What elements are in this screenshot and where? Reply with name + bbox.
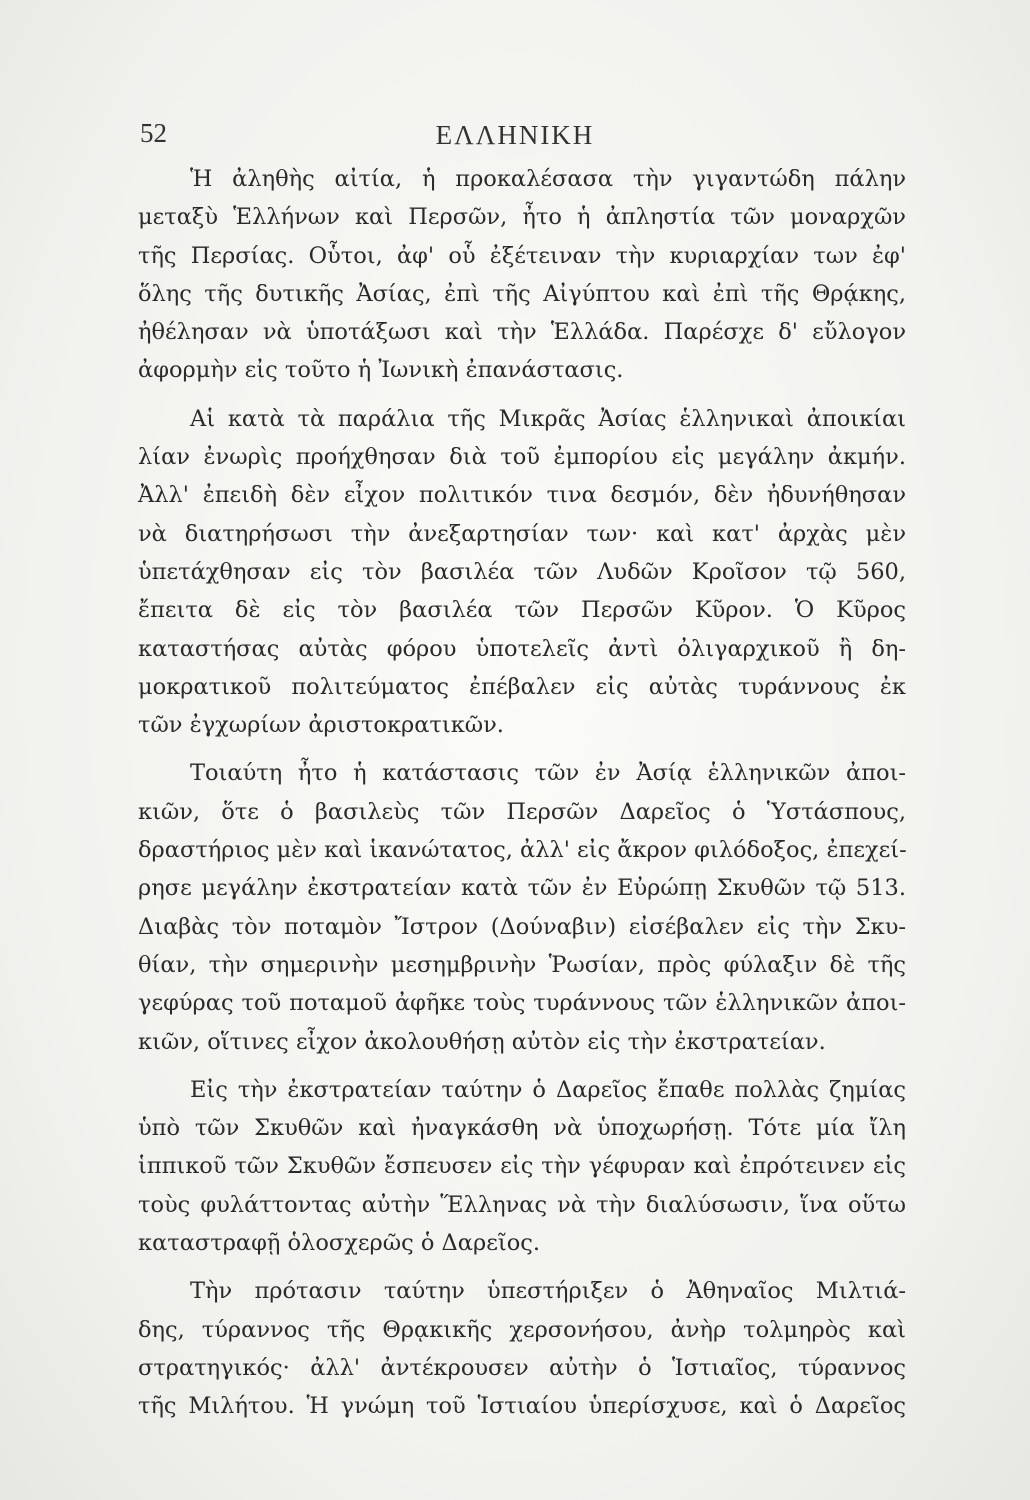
text-line: λίαν ἐνωρὶς προήχθησαν διὰ τοῦ ἐμπορίου εἰς μεγάλην ἀκμήν. [138,444,906,471]
text-line: γεφύρας τοῦ ποταμοῦ ἀφῆκε τοὺς τυράννους τῶν ἑλληνικῶν ἀποι- [138,990,906,1017]
text-line: τῆς Μιλήτου. Ἡ γνώμη τοῦ Ἱστιαίου ὑπερίσχυσε, καὶ ὁ Δαρεῖος [138,1393,906,1420]
text-line: ὑπὸ τῶν Σκυθῶν καὶ ἠναγκάσθη νὰ ὑποχωρήσῃ. Τότε μία ἴλη [138,1115,906,1142]
paragraph [138,1272,906,1425]
body-text [138,160,906,1436]
text-line: θίαν, τὴν σημερινὴν μεσημβρινὴν Ῥωσίαν, πρὸς φύλαξιν δὲ τῆς [138,951,906,978]
text-line: ἠθέλησαν νὰ ὑποτάξωσι καὶ τὴν Ἑλλάδα. Παρέσχε δ' εὔλογον [138,319,906,346]
text-line: ὅλης τῆς δυτικῆς Ἀσίας, ἐπὶ τῆς Αἰγύπτου καὶ ἐπὶ τῆς Θρᾴκης, [138,280,906,307]
text-line: ἔπειτα δὲ εἰς τὸν βασιλέα τῶν Περσῶν Κῦρον. Ὁ Κῦρος [138,597,906,624]
text-line: κιῶν, οἵτινες εἶχον ἀκολουθήσῃ αὐτὸν εἰς τὴν ἐκστρατείαν. [138,1028,826,1055]
text-line: Αἱ κατὰ τὰ παράλια τῆς Μικρᾶς Ἀσίας ἑλληνικαὶ ἀποικίαι [190,405,906,432]
text-line: Τὴν πρότασιν ταύτην ὑπεστήριξεν ὁ Ἀθηναῖος Μιλτιά- [190,1278,906,1305]
page-number: 52 [140,118,167,148]
text-line: τῆς Περσίας. Οὗτοι, ἀφ' οὗ ἐξέτειναν τὴν κυριαρχίαν των ἐφ' [138,242,906,269]
text-line: ρησε μεγάλην ἐκστρατείαν κατὰ τῶν ἐν Εὐρώπῃ Σκυθῶν τῷ 513. [138,875,906,902]
text-line: νὰ διατηρήσωσι τὴν ἀνεξαρτησίαν των· καὶ κατ' ἀρχὰς μὲν [138,520,906,547]
text-line: Τοιαύτη ἦτο ἡ κατάστασις τῶν ἐν Ἀσίᾳ ἑλληνικῶν ἀποι- [190,760,906,787]
paragraph [138,400,906,745]
text-line: δραστήριος μὲν καὶ ἱκανώτατος, ἀλλ' εἰς ἄκρον φιλόδοξος, ἐπεχεί- [138,837,907,864]
text-line: καταστήσας αὐτὰς φόρου ὑποτελεῖς ἀντὶ ὀλιγαρχικοῦ ἢ δη- [138,635,906,662]
text-line: Εἰς τὴν ἐκστρατείαν ταύτην ὁ Δαρεῖος ἔπαθε πολλὰς ζημίας [190,1076,906,1103]
paragraph [138,160,906,390]
text-line: ὑπετάχθησαν εἰς τὸν βασιλέα τῶν Λυδῶν Κροῖσον τῷ 560, [138,558,906,585]
text-line: ἀφορμὴν εἰς τοῦτο ἡ Ἰωνικὴ ἐπανάστασις. [138,357,624,384]
paragraph [138,1071,906,1262]
text-line: μεταξὺ Ἑλλήνων καὶ Περσῶν, ἦτο ἡ ἀπληστία τῶν μοναρχῶν [138,204,906,231]
text-line: τῶν ἐγχωρίων ἀριστοκρατικῶν. [138,712,504,739]
text-line: μοκρατικοῦ πολιτεύματος ἐπέβαλεν εἰς αὐτὰς τυράννους ἐκ [138,673,906,700]
text-line: ἱππικοῦ τῶν Σκυθῶν ἔσπευσεν εἰς τὴν γέφυραν καὶ ἐπρότεινεν εἰς [138,1153,906,1180]
text-line: κιῶν, ὅτε ὁ βασιλεὺς τῶν Περσῶν Δαρεῖος ὁ Ὑστάσπους, [138,798,906,825]
paragraph [138,754,906,1060]
text-line: Διαβὰς τὸν ποταμὸν Ἴστρον (Δούναβιν) εἰσέβαλεν εἰς τὴν Σκυ- [138,913,906,940]
text-line: τοὺς φυλάττοντας αὐτὴν Ἕλληνας νὰ τὴν διαλύσωσιν, ἵνα οὕτω [138,1191,906,1218]
text-line: δης, τύραννος τῆς Θρᾳκικῆς χερσονήσου, ἀνὴρ τολμηρὸς καὶ [138,1316,906,1343]
running-head-title: ΕΛΛΗΝΙΚΗ [435,120,595,150]
text-line: Ἀλλ' ἐπειδὴ δὲν εἶχον πολιτικόν τινα δεσμόν, δὲν ἠδυνήθησαν [138,482,906,509]
text-line: στρατηγικός· ἀλλ' ἀντέκρουσεν αὐτὴν ὁ Ἱστιαῖος, τύραννος [138,1354,906,1381]
text-line: Ἡ ἀληθὴς αἰτία, ἡ προκαλέσασα τὴν γιγαντώδη πάλην [190,166,906,192]
text-line: καταστραφῇ ὁλοσχερῶς ὁ Δαρεῖος. [138,1230,540,1257]
